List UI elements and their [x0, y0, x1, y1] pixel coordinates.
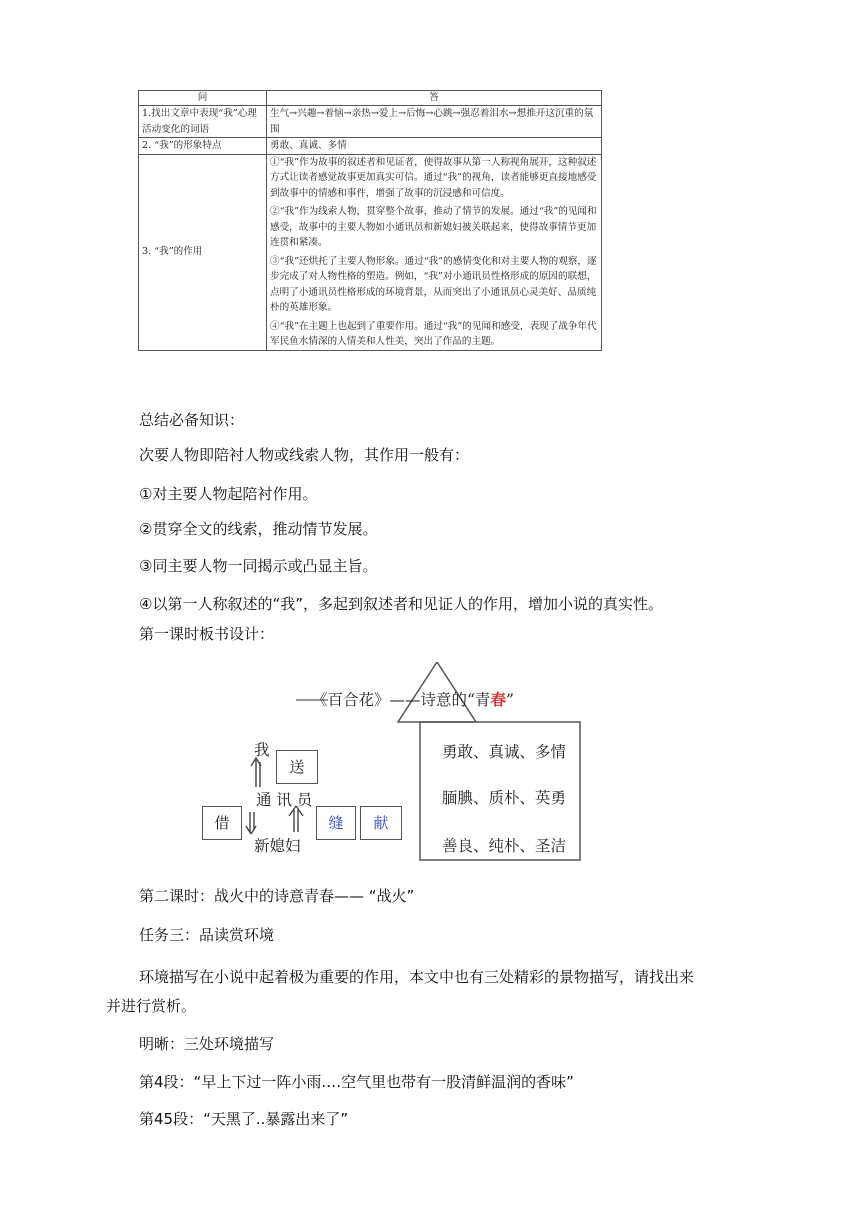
answer-paragraph: ②“我”作为线索人物，贯穿整个故事，推动了情节的发展。通过“我”的见闻和感受，故事中的主要人物如小通讯员和新媳妇被关联起来，使得故事情节更加连贯和紧凑。 — [270, 206, 597, 248]
question-cell: 3. “我”的作用 — [139, 154, 267, 350]
answer-cell — [267, 154, 602, 350]
answer-paragraph: 生气→兴趣→着恼→亲热→爱上→后悔→心跳→强忍着泪水→想推开这沉重的氛围 — [270, 108, 594, 135]
box-borrow: 借 — [202, 806, 242, 840]
summary-title: 总结必备知识： — [139, 411, 245, 429]
label-me: 我 — [254, 741, 270, 759]
trait-line: 腼腆、质朴、英勇 — [442, 789, 567, 807]
answer-cell — [267, 138, 602, 155]
question-cell: 1.找出文章中表现“我”心理活动变化的词语 — [139, 106, 267, 138]
task-heading: 任务三：品读赏环境 — [139, 926, 275, 944]
title-red-char: 春 — [490, 690, 506, 709]
quote-line: 第4段：“早上下过一阵小雨.…空气里也带有一股清鲜温润的香味” — [139, 1073, 574, 1091]
lesson2-heading: 第二课时：战火中的诗意青春—— “战火” — [139, 887, 415, 905]
answer-paragraph: 勇敢、真诚、多情 — [270, 140, 347, 151]
qa-table — [138, 90, 602, 351]
trait-line: 勇敢、真诚、多情 — [442, 743, 567, 761]
box-send: 送 — [276, 750, 318, 784]
summary-point: ①对主要人物起陪衬作用。 — [139, 485, 318, 503]
clarify-line: 明晰：三处环境描写 — [139, 1035, 275, 1053]
table-row — [139, 154, 602, 350]
label-messenger: 通 讯 员 — [256, 791, 313, 809]
summary-point: ③同主要人物一同揭示或凸显主旨。 — [139, 557, 378, 575]
quote-line: 第45段：“天黑了..暴露出来了” — [139, 1110, 349, 1128]
table-row — [139, 138, 602, 155]
summary-intro: 次要人物即陪衬人物或线索人物，其作用一般有： — [139, 446, 470, 464]
table-row — [139, 106, 602, 138]
box-sew: 缝 — [316, 806, 356, 840]
summary-point: ④以第一人称叙述的“我”，多起到叙述者和见证人的作用，增加小说的真实性。 — [139, 595, 663, 613]
table-header-row — [139, 91, 602, 106]
header-answer: 答 — [267, 91, 602, 106]
board-diagram — [200, 662, 600, 862]
answer-paragraph: ③“我”还烘托了主要人物形象。通过“我”的感情变化和对主要人物的观察，逐步完成了对人物性格的塑造。例如，“我”对小通讯员性格形成的原因的联想，点明了小通讯员性格形成的环境背景，从而突出了小通讯员心灵美好、品质纯朴的英雄形象。 — [270, 255, 597, 313]
paragraph-line: 环境描写在小说中起着极为重要的作用，本文中也有三处精彩的景物描写，请找出来 — [139, 968, 695, 986]
answer-paragraph: ①“我”作为故事的叙述者和见证者，使得故事从第一人称视角展开，这种叙述方式让读者感觉故事更加真实可信。通过“我”的视角，读者能够更直接地感受到故事中的情感和事件，增强了故事的沉浸感和可信度。 — [270, 156, 597, 199]
header-question: 问 — [139, 91, 267, 106]
summary-point: ②贯穿全文的线索，推动情节发展。 — [139, 520, 378, 538]
answer-paragraph: ④“我”在主题上也起到了重要作用。通过“我”的见闻和感受，表现了战争年代军民鱼水情深的人情美和人性美，突出了作品的主题。 — [270, 320, 597, 347]
label-bride: 新媳妇 — [254, 837, 301, 855]
box-offer: 献 — [360, 806, 402, 840]
trait-line: 善良、纯朴、圣洁 — [442, 837, 567, 855]
diagram-title: 《百合花》——诗意的“青春” — [312, 690, 514, 709]
answer-cell — [267, 106, 602, 138]
question-cell: 2. “我”的形象特点 — [139, 138, 267, 155]
board-design-title: 第一课时板书设计： — [139, 625, 275, 643]
paragraph-line: 并进行赏析。 — [106, 997, 197, 1015]
